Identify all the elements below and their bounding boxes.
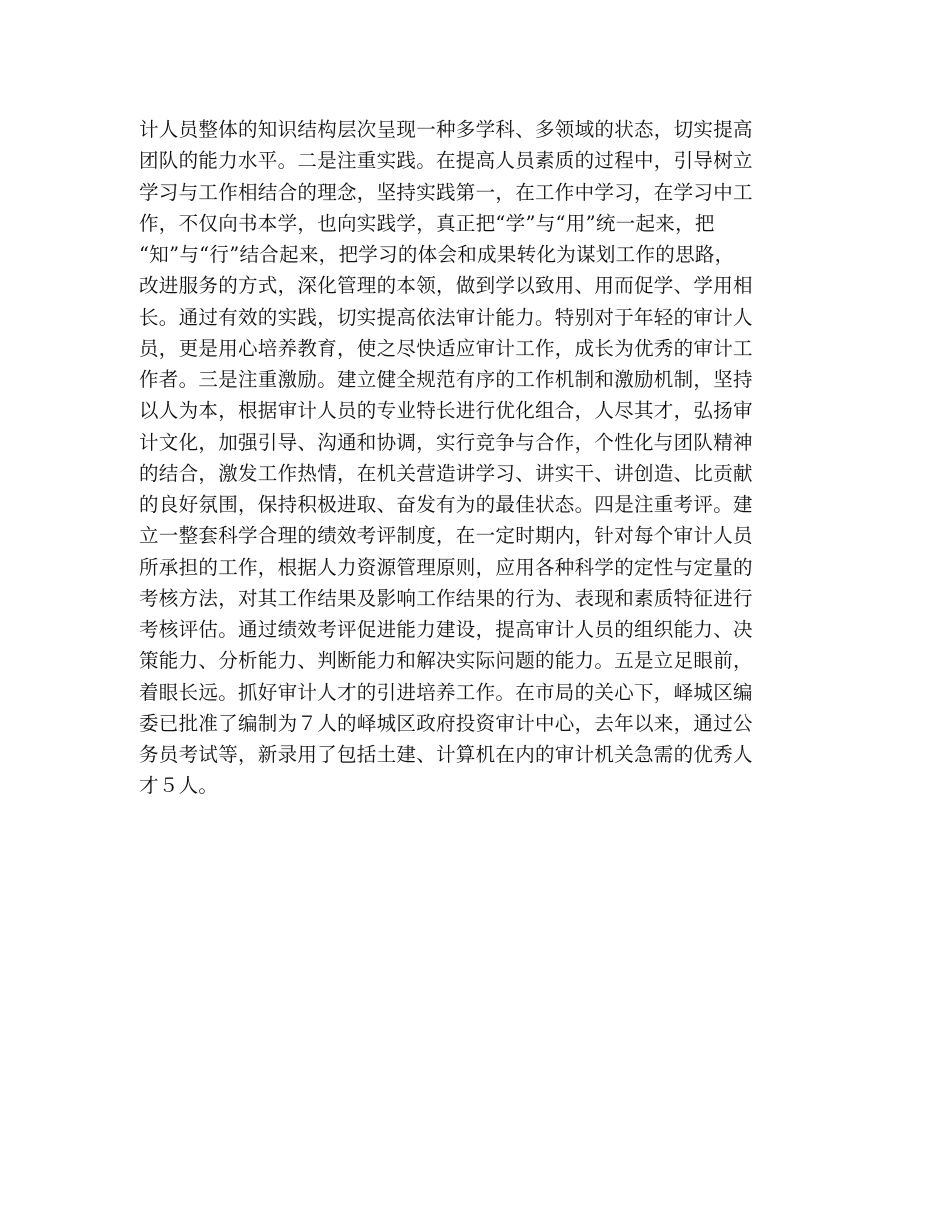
text-line: 长。通过有效的实践，切实提高依法审计能力。特别对于年轻的审计人 — [139, 305, 753, 329]
text-line: 学习与工作相结合的理念，坚持实践第一，在工作中学习，在学习中工 — [139, 180, 753, 204]
text-line: 员，更是用心培养教育，使之尽快适应审计工作，成长为优秀的审计工 — [139, 336, 753, 360]
body-paragraph — [139, 114, 829, 802]
text-line: 委已批准了编制为７人的峄城区政府投资审计中心，去年以来，通过公 — [139, 711, 753, 735]
text-line: 作，不仅向书本学，也向实践学，真正把“学”与“用”统一起来，把 — [139, 211, 715, 235]
text-line: 所承担的工作，根据人力资源管理原则，应用各种科学的定性与定量的 — [139, 555, 753, 579]
text-line: 考核评估。通过绩效考评促进能力建设，提高审计人员的组织能力、决 — [139, 618, 753, 641]
text-line: 团队的能力水平。二是注重实践。在提高人员素质的过程中，引导树立 — [139, 149, 753, 173]
text-line: 计人员整体的知识结构层次呈现一种多学科、多领域的状态，切实提高 — [139, 118, 753, 141]
text-line: 以人为本，根据审计人员的专业特长进行优化组合，人尽其才，弘扬审 — [139, 399, 753, 423]
text-line: 作者。三是注重激励。建立健全规范有序的工作机制和激励机制，坚持 — [139, 368, 753, 391]
text-line: “知”与“行”结合起来，把学习的体会和成果转化为谋划工作的思路， — [139, 243, 735, 266]
text-line: 的结合，激发工作热情，在机关营造讲学习、讲实干、讲创造、比贡献 — [139, 461, 753, 485]
text-line: 计文化，加强引导、沟通和协调，实行竞争与合作，个性化与团队精神 — [139, 430, 753, 454]
text-line: 策能力、分析能力、判断能力和解决实际问题的能力。五是立足眼前， — [139, 649, 753, 673]
text-line: 务员考试等，新录用了包括土建、计算机在内的审计机关急需的优秀人 — [139, 743, 753, 766]
text-line: 着眼长远。抓好审计人才的引进培养工作。在市局的关心下，峄城区编 — [139, 680, 753, 704]
text-line: 才５人。 — [139, 774, 219, 798]
text-line: 改进服务的方式，深化管理的本领，做到学以致用、用而促学、学用相 — [139, 274, 753, 298]
text-line: 立一整套科学合理的绩效考评制度，在一定时期内，针对每个审计人员 — [139, 524, 753, 548]
text-line: 的良好氛围，保持积极进取、奋发有为的最佳状态。四是注重考评。建 — [139, 493, 753, 516]
text-line: 考核方法，对其工作结果及影响工作结果的行为、表现和素质特征进行 — [139, 586, 753, 610]
